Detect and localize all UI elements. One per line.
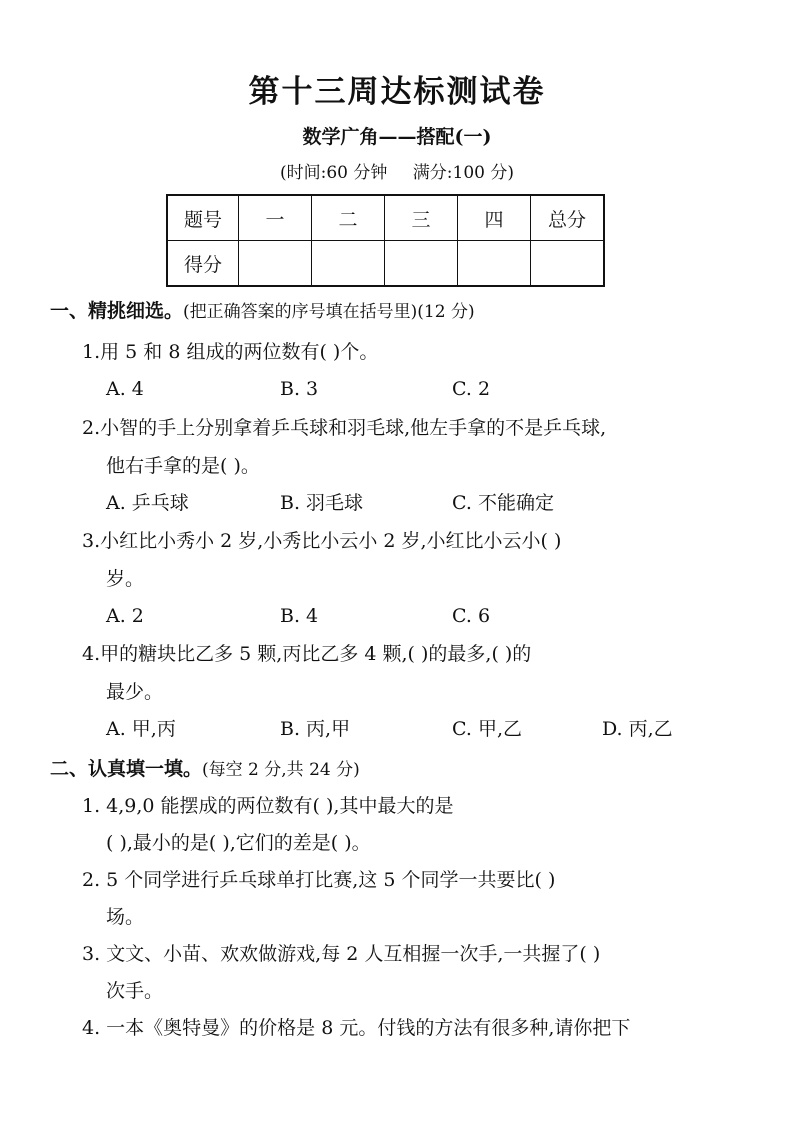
option-c: C. 甲,乙	[452, 718, 522, 740]
score-cell	[385, 241, 458, 287]
score-cell: 得分	[167, 241, 239, 287]
option-a: A. 乒乓球	[106, 492, 189, 514]
score-cell	[458, 241, 531, 287]
question-2-3-line1: 3. 文文、小苗、欢欢做游戏,每 2 人互相握一次手,一共握了( )	[82, 943, 601, 965]
exam-title: 第十三周达标测试卷	[248, 74, 546, 110]
score-cell: 二	[312, 195, 385, 241]
score-cell: 三	[385, 195, 458, 241]
score-cell	[239, 241, 312, 287]
score-cell: 总分	[531, 195, 605, 241]
score-table-score-row	[167, 241, 604, 287]
exam-subtitle: 数学广角——搭配(一)	[302, 126, 492, 148]
option-a: A. 4	[106, 378, 144, 400]
option-b: B. 4	[280, 605, 319, 627]
question-1-2-line1: 2.小智的手上分别拿着乒乓球和羽毛球,他左手拿的不是乒乓球,	[82, 417, 607, 439]
question-1-3-line2: 岁。	[106, 568, 145, 590]
section-2-title: 二、认真填一填。	[50, 758, 203, 780]
score-cell: 四	[458, 195, 531, 241]
section-1-title: 一、精挑细选。	[50, 300, 184, 322]
option-b: B. 羽毛球	[280, 492, 364, 514]
option-a: A. 2	[106, 605, 144, 627]
score-table-header-row	[167, 195, 604, 241]
question-1-2-line2: 他右手拿的是( )。	[106, 455, 260, 477]
question-1-4-line2: 最少。	[106, 681, 164, 703]
full-score: 满分:100 分)	[412, 163, 515, 183]
section-1-note: (把正确答案的序号填在括号里)(12 分)	[183, 302, 475, 322]
question-2-4-line1: 4. 一本《奥特曼》的价格是 8 元。付钱的方法有很多种,请你把下	[82, 1017, 631, 1039]
exam-time-info	[0, 158, 794, 183]
option-c: C. 不能确定	[452, 492, 554, 514]
score-cell	[312, 241, 385, 287]
score-table	[166, 194, 605, 287]
question-2-1-line2: ( ),最小的是( ),它们的差是( )。	[106, 832, 371, 854]
question-1-4-line1: 4.甲的糖块比乙多 5 颗,丙比乙多 4 颗,( )的最多,( )的	[82, 643, 532, 665]
section-2-heading	[50, 760, 360, 779]
option-b: B. 3	[280, 378, 319, 400]
option-b: B. 丙,甲	[280, 718, 351, 740]
question-1-1: 1.用 5 和 8 组成的两位数有( )个。	[82, 341, 379, 363]
score-cell: 一	[239, 195, 312, 241]
score-cell: 题号	[167, 195, 239, 241]
score-cell	[531, 241, 605, 287]
time-limit: (时间:60 分钟	[279, 163, 388, 183]
option-c: C. 6	[452, 605, 491, 627]
section-2-note: (每空 2 分,共 24 分)	[202, 760, 360, 780]
question-1-3-line1: 3.小红比小秀小 2 岁,小秀比小云小 2 岁,小红比小云小( )	[82, 530, 562, 552]
question-2-3-line2: 次手。	[106, 980, 164, 1002]
question-2-2-line2: 场。	[106, 906, 145, 928]
question-2-1-line1: 1. 4,9,0 能摆成的两位数有( ),其中最大的是	[82, 795, 454, 817]
option-d: D. 丙,乙	[602, 718, 673, 740]
section-1-heading	[50, 302, 475, 321]
option-a: A. 甲,丙	[106, 718, 176, 740]
question-2-2-line1: 2. 5 个同学进行乒乓球单打比赛,这 5 个同学一共要比( )	[82, 869, 556, 891]
option-c: C. 2	[452, 378, 491, 400]
